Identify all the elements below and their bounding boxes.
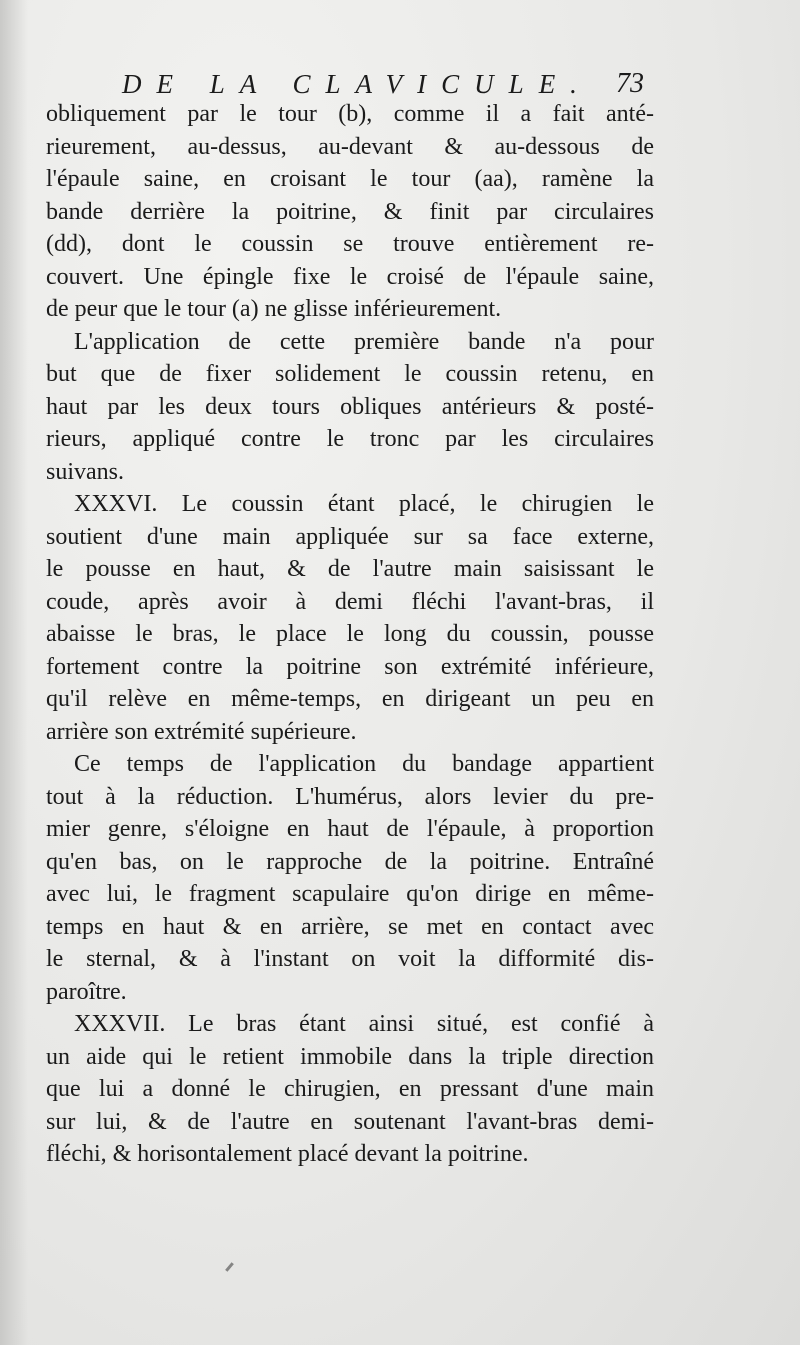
page-number: 73 (616, 68, 644, 99)
text-line: L'application de cette première bande n'a pour (74, 328, 654, 355)
text-line: le pousse en haut, & de l'autre main saisissant le (46, 556, 654, 582)
text-line: l'épaule saine, en croisant le tour (aa), ramène la (46, 166, 654, 192)
text-line: temps en haut & en arrière, se met en contact avec (46, 913, 654, 940)
text-line: haut par les deux tours obliques antérieurs & posté- (46, 393, 654, 420)
text-line: suivans. (46, 458, 124, 485)
text-line: de peur que le tour (a) ne glisse inférieurement. (46, 296, 502, 322)
running-head: DE LA CLAVICULE. (122, 69, 592, 99)
text-line: un aide qui le retient immobile dans la triple direction (46, 1043, 654, 1070)
text-line: XXXVI. Le coussin étant placé, le chirugien le (74, 491, 654, 517)
text-line: paroître. (46, 978, 127, 1005)
text-line: arrière son extrémité supérieure. (46, 718, 357, 745)
text-line: avec lui, le fragment scapulaire qu'on dirige en même- (46, 881, 654, 907)
text-line: qu'en bas, on le rapproche de la poitrine. Entraîné (46, 848, 654, 875)
spine-shadow (0, 0, 28, 1345)
text-line: XXXVII. Le bras étant ainsi situé, est confié à (74, 1011, 654, 1037)
text-line: coude, après avoir à demi fléchi l'avant-bras, il (46, 588, 654, 615)
text-line: couvert. Une épingle fixe le croisé de l'épaule saine, (46, 263, 654, 290)
ink-mark (225, 1262, 234, 1272)
text-line: fléchi, & horisontalement placé devant la poitrine. (46, 1141, 529, 1167)
text-line: bande derrière la poitrine, & finit par circulaires (46, 198, 654, 225)
text-line: que lui a donné le chirugien, en pressant d'une main (46, 1076, 654, 1102)
text-line: soutient d'une main appliquée sur sa face externe, (46, 523, 654, 550)
text-line: abaisse le bras, le place le long du coussin, pousse (46, 621, 654, 647)
text-line: Ce temps de l'application du bandage appartient (74, 751, 654, 777)
text-line: (dd), dont le coussin se trouve entièrement re- (46, 231, 654, 257)
text-line: qu'il relève en même-temps, en dirigeant un peu en (46, 686, 654, 712)
text-line: tout à la réduction. L'humérus, alors levier du pre- (46, 783, 654, 810)
body-text (46, 98, 654, 1171)
text-line: mier genre, s'éloigne en haut de l'épaule, à proportion (46, 816, 654, 842)
text-line: le sternal, & à l'instant on voit la difformité dis- (46, 946, 654, 972)
text-line: obliquement par le tour (b), comme il a fait anté- (46, 101, 654, 127)
text-line: rieurs, appliqué contre le tronc par les circulaires (46, 426, 654, 452)
text-line: fortement contre la poitrine son extrémité inférieure, (46, 653, 654, 680)
text-line: but que de fixer solidement le coussin retenu, en (46, 361, 654, 387)
text-line: rieurement, au-dessus, au-devant & au-dessous de (46, 133, 654, 160)
text-line: sur lui, & de l'autre en soutenant l'avant-bras demi- (46, 1108, 654, 1135)
